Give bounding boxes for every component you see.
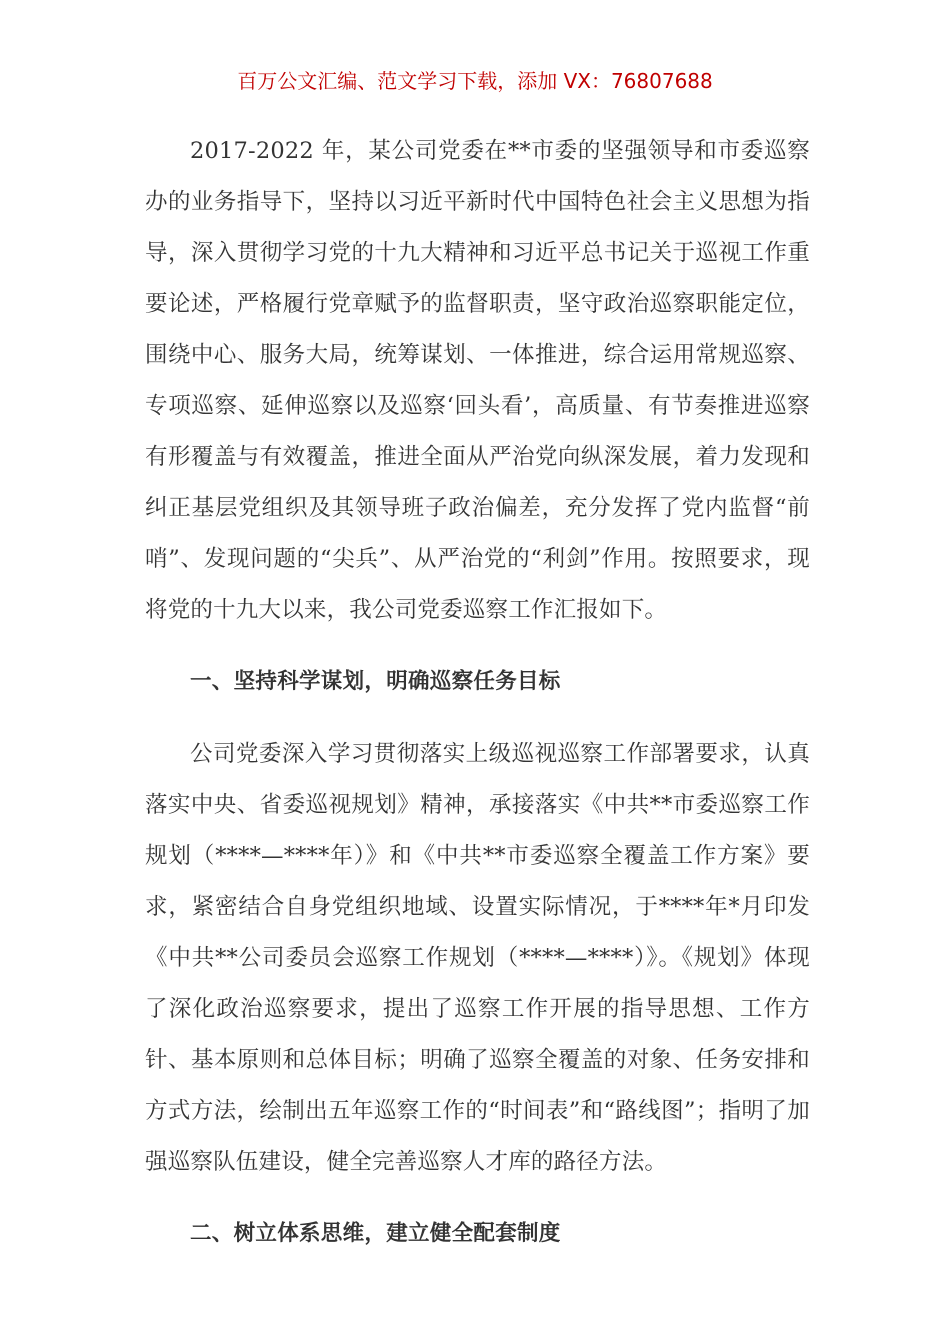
intro-paragraph: 2017-2022 年，某公司党委在**市委的坚强领导和市委巡察办的业务指导下，坚持以习近平新时代中国特色社会主义思想为指导，深入贯彻学习党的十九大精神和习近平总书记关于巡视工作重要论述，严格履行党章赋予的监督职责，坚守政治巡察职能定位，围绕中心、服务大局，统筹谋划、一体推进，综合运用常规巡察、专项巡察、延伸巡察以及巡察‘回头看’，高质量、有节奏推进巡察有形覆盖与有效覆盖，推进全面从严治党向纵深发展，着力发现和纠正基层党组织及其领导班子政治偏差，充分发挥了党内监督“前哨”、发现问题的“尖兵”、从严治党的“利剑”作用。按照要求，现将党的十九大以来，我公司党委巡察工作汇报如下。	[145, 138, 810, 623]
header-banner: 百万公文汇编、范文学习下载，添加 VX：76807688	[237, 69, 713, 93]
section-1-heading: 一、坚持科学谋划，明确巡察任务目标	[190, 669, 561, 694]
document-body	[145, 126, 810, 1259]
section-2-heading: 二、树立体系思维，建立健全配套制度	[190, 1221, 561, 1246]
section-1-paragraph: 公司党委深入学习贯彻落实上级巡视巡察工作部署要求，认真落实中央、省委巡视规划》精神，承接落实《中共**市委巡察工作规划（****—****年）》和《中共**市委巡察全覆盖工作方案》要求，紧密结合自身党组织地域、设置实际情况，于****年*月印发《中共**公司委员会巡察工作规划（****—****）》。《规划》体现了深化政治巡察要求，提出了巡察工作开展的指导思想、工作方针、基本原则和总体目标；明确了巡察全覆盖的对象、任务安排和方式方法，绘制出五年巡察工作的“时间表”和“路线图”；指明了加强巡察队伍建设，健全完善巡察人才库的路径方法。	[145, 741, 810, 1175]
